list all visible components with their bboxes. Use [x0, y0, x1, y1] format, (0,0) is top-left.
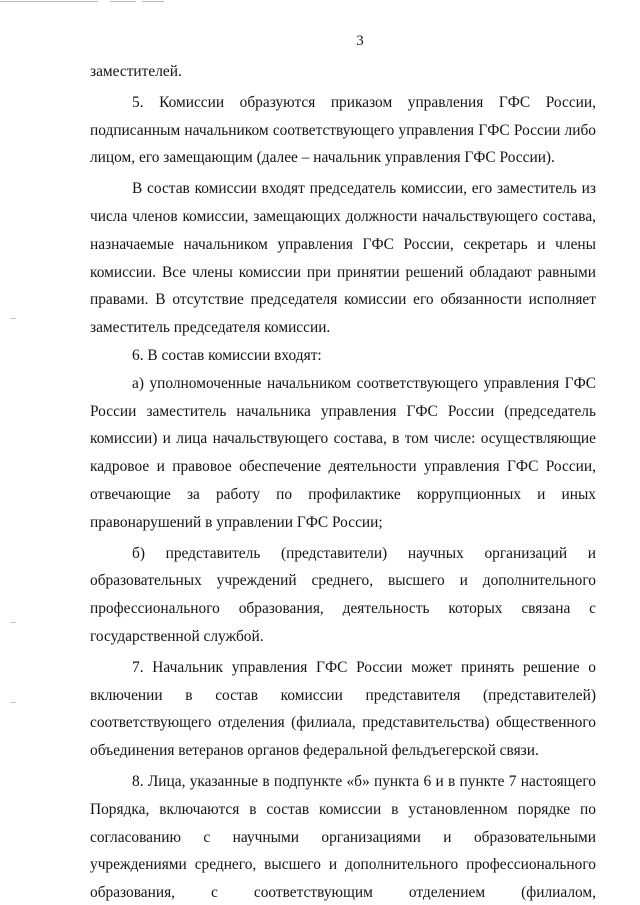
document-body [90, 58, 596, 905]
paragraph-item-5: 5. Комиссии образуются приказом управления ГФС России, подписанным начальником соответствующего управления ГФС России либо лицом, его замещающим (далее – начальник управления ГФС России). [90, 93, 596, 167]
paragraph-commission-composition: В состав комиссии входят председатель комиссии, его заместитель из числа членов комиссии, замещающих должности начальствующего состава, назначаемые начальником управления ГФС России, секретарь и члены комиссии. Все члены комиссии при принятии решений обладают равными правами. В отсутствие председателя комиссии его обязанности исполняет заместитель председателя комиссии. [90, 180, 596, 337]
paragraph-item-6: 6. В состав комиссии входят: [132, 346, 322, 364]
paragraph-item-8: 8. Лица, указанные в подпункте «б» пункта 6 и в пункте 7 настоящего Порядка, включаются в состав комиссии в установленном порядке по согласованию с научными организациями и образовательными учреждениями среднего, высшего и дополнительного профессионального образования, с соответствующим отделением (филиалом, [90, 772, 596, 902]
paragraph-continuation: заместителей. [90, 63, 182, 80]
paragraph-subitem-a: а) уполномоченные начальником соответствующего управления ГФС России заместитель начальника управления ГФС России (председатель комиссии) и лица начальствующего состава, в том числе: осуществляющие кадровое и правовое обеспечение деятельности управления ГФС России, отвечающие за работу по профилактике коррупционных и иных правонарушений в управлении ГФС России; [90, 374, 596, 531]
page-number: 3 [356, 33, 364, 49]
scan-top-marks [0, 0, 180, 4]
paragraph-item-7: 7. Начальник управления ГФС России может принять решение о включении в состав комиссии представителя (представителей) соответствующего отделения (филиала, представительства) общественного объединения ветеранов органов федеральной фельдъегерской связи. [90, 658, 596, 760]
paragraph-subitem-b: б) представитель (представители) научных организаций и образовательных учреждений среднего, высшего и дополнительного профессионального образования, деятельность которых связана с государственной службой. [90, 544, 596, 645]
